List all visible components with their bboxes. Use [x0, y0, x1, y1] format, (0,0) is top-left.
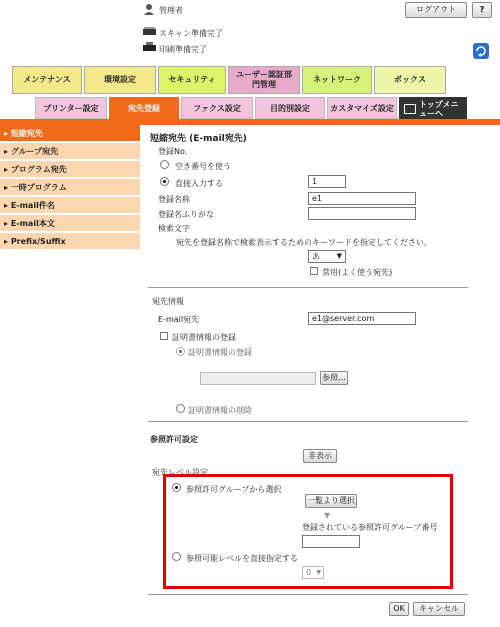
status-print: 印刷準備完了: [159, 45, 207, 54]
scanner-icon: [143, 26, 156, 36]
cert-delete-label: 証明書情報の削除: [188, 406, 252, 415]
frequent-label: 常用(よく使う宛先): [322, 268, 393, 277]
sidebar-label: Prefix/Suffix: [10, 237, 66, 246]
name-label: 登録名称: [158, 195, 190, 204]
sidebar-item-program[interactable]: ▸ プログラム宛先: [0, 161, 140, 178]
sidebar-item-email-body[interactable]: ▸ E-mail本文: [0, 215, 140, 232]
top-menu-icon: [404, 104, 416, 114]
radio-empty-number[interactable]: [160, 160, 169, 169]
group-no-input[interactable]: [302, 535, 360, 548]
name-input[interactable]: e1: [308, 192, 416, 205]
tab-printer-settings[interactable]: プリンター設定: [35, 97, 107, 119]
frequent-checkbox[interactable]: [310, 267, 318, 275]
arrow-down-icon: ▼: [324, 511, 331, 520]
sidebar-label: 短縮宛先: [10, 129, 43, 138]
sidebar-label: 一時プログラム: [10, 183, 67, 192]
radio-empty-label: 空き番号を使う: [175, 162, 231, 171]
ref-level-label: 宛先レベル設定: [152, 468, 208, 477]
reg-no-label: 登録No.: [158, 147, 188, 156]
email-input[interactable]: e1@server.com: [308, 312, 416, 325]
group-no-label: 登録されている参照許可グループ番号: [302, 523, 438, 532]
level-select-value: 0: [306, 568, 312, 577]
tab-fax-settings[interactable]: ファクス設定: [181, 97, 253, 119]
sidebar-label: E-mail本文: [10, 219, 55, 228]
search-select[interactable]: [308, 250, 346, 263]
hide-button[interactable]: 非表示: [303, 449, 337, 463]
search-select-value: あ: [312, 252, 320, 261]
sidebar-label: グループ宛先: [10, 147, 59, 156]
dest-info-label: 宛先情報: [152, 297, 184, 306]
tab-purpose-settings[interactable]: 目的別設定: [255, 97, 325, 119]
sidebar-label: プログラム宛先: [10, 165, 67, 174]
email-label: E-mail宛先: [158, 315, 200, 324]
divider: [148, 594, 468, 595]
sidebar-item-temp-program[interactable]: ▸ 一時プログラム: [0, 179, 140, 196]
user-icon: [143, 3, 155, 15]
radio-direct-label: 直接入力する: [175, 179, 223, 188]
divider: [148, 421, 468, 422]
level-select[interactable]: [302, 566, 324, 579]
status-scan: スキャン準備完了: [159, 29, 223, 38]
ref-perm-title: 参照許可設定: [150, 435, 198, 444]
cancel-button[interactable]: キャンセル: [413, 602, 465, 616]
tab-destination-registration[interactable]: 宛先登録: [109, 97, 179, 119]
user-label: 管理者: [159, 6, 183, 15]
chevron-down-icon: ▼: [336, 252, 342, 260]
divider: [148, 287, 468, 288]
printer-icon: [143, 42, 156, 53]
select-list-button[interactable]: 一覧より選択: [305, 494, 357, 508]
refresh-icon[interactable]: [473, 43, 489, 59]
tab-user-auth[interactable]: ユーザー認証部門管理: [228, 66, 300, 94]
radio-direct-input[interactable]: [160, 177, 169, 186]
tab-network[interactable]: ネットワーク: [302, 66, 372, 94]
radio-group-select[interactable]: [172, 483, 181, 492]
tab-environment[interactable]: 環境設定: [84, 66, 156, 94]
cert-file-input[interactable]: [200, 372, 316, 385]
cert-reg-radio-label: 証明書情報の登録: [188, 348, 252, 357]
sidebar-item-group[interactable]: ▸ グループ宛先: [0, 143, 140, 160]
ok-button[interactable]: OK: [389, 602, 409, 616]
chevron-down-icon: ▼: [316, 569, 321, 576]
tab-customize[interactable]: カスタマイズ設定: [327, 97, 397, 119]
sidebar-item-speed-dial[interactable]: ▸ 短縮宛先: [0, 125, 140, 142]
radio-level-label: 参照可能レベルを直接指定する: [186, 554, 298, 563]
tab-box[interactable]: ボックス: [374, 66, 446, 94]
tab-top-menu[interactable]: [399, 97, 467, 121]
logout-button[interactable]: ログアウト: [405, 2, 467, 18]
cert-reg-checkbox[interactable]: [160, 332, 168, 340]
radio-group-label: 参照許可グループから選択: [186, 485, 282, 494]
furigana-label: 登録名ふりがな: [158, 210, 214, 219]
tab-maintenance[interactable]: メンテナンス: [12, 66, 82, 94]
sidebar-item-email-subject[interactable]: ▸ E-mail件名: [0, 197, 140, 214]
top-menu-label: トップメニューへ: [419, 100, 459, 118]
cert-reg-label: 証明書情報の登録: [172, 333, 236, 342]
sidebar-label: E-mail件名: [10, 201, 55, 210]
cert-delete-radio[interactable]: [176, 404, 185, 413]
tab-security[interactable]: セキュリティ: [158, 66, 226, 94]
radio-level-direct[interactable]: [172, 552, 181, 561]
form-title: 短縮宛先 (E-mail宛先): [150, 134, 247, 144]
sidebar-item-prefix-suffix[interactable]: ▸ Prefix/Suffix: [0, 233, 140, 250]
browse-button[interactable]: 参照...: [320, 371, 348, 385]
cert-reg-radio[interactable]: [176, 347, 185, 356]
search-desc: 宛先を登録名称で検索表示するためのキーワードを指定してください。: [176, 238, 432, 247]
search-label: 検索文字: [158, 224, 190, 233]
reg-no-input[interactable]: 1: [308, 175, 346, 188]
help-button[interactable]: ?: [472, 2, 492, 18]
furigana-input[interactable]: [308, 207, 416, 220]
